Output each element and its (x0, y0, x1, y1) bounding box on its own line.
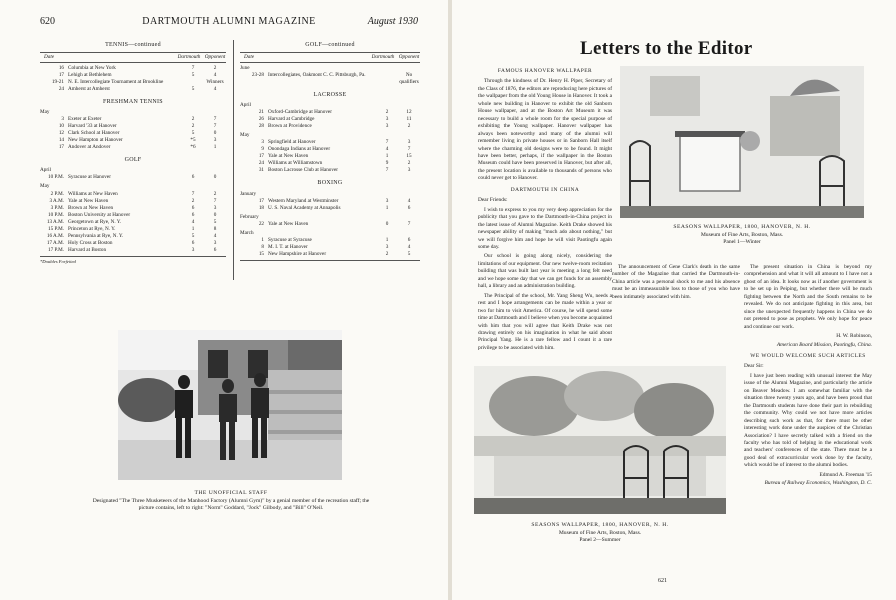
result-opponent-score: 0 (213, 211, 217, 218)
result-event: Yale at New Haven (268, 153, 309, 160)
result-event: Harvard at Cambridge (268, 116, 315, 123)
result-opponent-score: 4 (407, 243, 411, 250)
wallpaper-caption-1 (620, 224, 864, 247)
result-dartmouth-score: 4 (191, 218, 195, 225)
result-event: Oxford-Cambridge at Hanover (268, 109, 332, 116)
result-opponent-score: 7 (407, 146, 411, 153)
result-row (40, 191, 226, 198)
result-row (240, 123, 420, 130)
boxing-rows-march (240, 237, 420, 258)
result-event: Brown at New Haven (68, 204, 114, 211)
result-date: 3 P.M. (50, 204, 64, 211)
result-dartmouth-score: 3 (385, 123, 389, 130)
golf-continued-heading: GOLF—continued (305, 42, 355, 48)
result-opponent-score: 6 (407, 236, 411, 243)
lacrosse-rows-may (240, 139, 420, 174)
issue-date: August 1930 (367, 16, 418, 27)
result-row (240, 205, 420, 212)
month-label: June (240, 65, 250, 72)
result-event: Boston Lacrosse Club at Hanover (268, 167, 339, 174)
signature-affiliation: American Board Mission, Paotingfu, China. (776, 341, 872, 348)
col-opponent: Opponent (398, 54, 420, 61)
result-dartmouth-score: 5 (191, 232, 195, 239)
month-label: January (240, 190, 257, 197)
signature-name: H. W. Robinson, (836, 333, 872, 340)
wallpaper-panel-winter (620, 66, 864, 218)
result-event: Amherst at Amherst (68, 86, 110, 93)
result-dartmouth-score: *5 (190, 137, 196, 144)
column-header (40, 52, 226, 63)
month-label: March (240, 229, 254, 236)
result-row (40, 72, 226, 79)
result-event: Intercollegiates, Oakmont C. C. Pittsburgh, Pa. (268, 72, 366, 79)
divider (40, 256, 226, 257)
result-opponent-score: 7 (213, 197, 217, 204)
result-opponent-score: 4 (213, 86, 217, 93)
result-dartmouth-score: 6 (191, 239, 195, 246)
letters-column-3 (744, 264, 872, 489)
result-date: 15 (258, 250, 264, 257)
result-dartmouth-score: 1 (385, 236, 389, 243)
result-opponent-score: 3 (407, 139, 411, 146)
caption-source: Museum of Fine Arts, Boston, Mass. (558, 529, 642, 536)
right-page (452, 0, 896, 600)
result-event: Andover at Andover (68, 144, 111, 151)
result-row (40, 137, 226, 144)
result-row (40, 65, 226, 72)
result-date: 10 P.M. (48, 211, 64, 218)
result-dartmouth-score: 7 (191, 65, 195, 72)
result-opponent-score: 1 (213, 144, 217, 151)
article-heading: FAMOUS HANOVER WALLPAPER (497, 68, 593, 74)
result-dartmouth-score: 2 (385, 250, 389, 257)
result-opponent-score: 8 (213, 225, 217, 232)
result-date: 3 A.M. (49, 197, 64, 204)
result-event: Yale at New Haven (68, 197, 109, 204)
col-dartmouth: Dartmouth (371, 54, 395, 61)
result-opponent-score: 3 (213, 204, 217, 211)
result-dartmouth-score: 1 (191, 225, 195, 232)
result-date: 8 (261, 243, 264, 250)
result-row (240, 139, 420, 146)
result-row (40, 212, 226, 219)
result-date: 26 (258, 116, 264, 123)
result-date: 21 (258, 109, 264, 116)
result-opponent-score: 7 (213, 116, 217, 123)
result-event: Yale at New Haven (268, 220, 309, 227)
result-event: New Hampton at Hanover (68, 137, 123, 144)
result-dartmouth-score: 5 (191, 72, 195, 79)
result-opponent-score: 3 (213, 239, 217, 246)
signature-name: Edmund A. Freeman '15 (819, 471, 872, 478)
result-date: 28 (258, 123, 264, 130)
letters-column-2 (612, 264, 740, 303)
result-date: 19-21 (51, 79, 64, 86)
result-row (40, 198, 226, 205)
result-event: Western Maryland at Westminster (268, 197, 339, 204)
result-event: Williams at Williamstown (268, 160, 323, 167)
result-row (240, 109, 420, 116)
caption-title: SEASONS WALLPAPER, 1800, HANOVER, N. H. (673, 224, 811, 230)
result-opponent-score: 4 (213, 232, 217, 239)
result-row (40, 116, 226, 123)
paragraph: The present situation in China is beyond my comprehension and what it will all amount to I have not a ghost of an idea. It looks now as if another government is to be set up in Peiping, but whether there will be much fighting between the North and the South remains to be revealed. We do not anticipate fighting in this area, but since the unexpected frequently happens in China we do not pretend to pose as prophets. We only hope for peace and continue our work. (744, 264, 872, 330)
result-opponent-score: No qualifiers (399, 72, 419, 86)
result-dartmouth-score: 6 (191, 211, 195, 218)
result-event: Georgetown at Rye, N. Y. (68, 218, 122, 225)
column-header (240, 52, 420, 63)
result-row (40, 86, 226, 93)
result-dartmouth-score: 2 (191, 116, 195, 123)
result-dartmouth-score: 2 (191, 123, 195, 130)
staff-photo-text: Designated "The Three Musketeers of the Manhood Factory (Alumni Gym)" by a genial member of the recreation staff; the picture contains, left to right: "Norm" Goddard, "Jock" Gilbody, and "Bill" O'Neil. (92, 497, 370, 512)
result-date: 17 P.M. (48, 246, 64, 253)
result-event: U. S. Naval Academy at Annapolis (268, 204, 341, 211)
result-event: Syracuse at Syracuse (268, 236, 312, 243)
result-dartmouth-score: 9 (385, 160, 389, 167)
boxing-heading: BOXING (317, 180, 343, 187)
result-opponent-score: 7 (407, 220, 411, 227)
tennis-rows (40, 65, 226, 93)
results-column-right (240, 36, 420, 260)
result-opponent-score: 5 (407, 250, 411, 257)
result-event: Clark School at Hanover (68, 130, 120, 137)
month-label: February (240, 213, 259, 220)
result-row (40, 233, 226, 240)
col-date: Date (44, 54, 55, 61)
result-date: 24 (58, 86, 64, 93)
lacrosse-rows-april (240, 109, 420, 130)
result-row (240, 251, 420, 258)
result-date: 23-28 (251, 72, 264, 79)
result-row (40, 174, 226, 181)
salutation: Dear Sir: (744, 363, 764, 370)
result-dartmouth-score: 3 (385, 116, 389, 123)
result-date: 16 A.M. (46, 232, 64, 239)
result-row (40, 226, 226, 233)
freshman-tennis-heading: FRESHMAN TENNIS (103, 99, 163, 106)
result-opponent-score: 2 (407, 123, 411, 130)
result-row (40, 79, 226, 86)
result-row (240, 146, 420, 153)
result-dartmouth-score: 7 (385, 167, 389, 174)
result-row (240, 116, 420, 123)
result-dartmouth-score: 5 (191, 130, 195, 137)
result-opponent-score: 3 (407, 167, 411, 174)
result-opponent-score: 4 (407, 197, 411, 204)
result-opponent-score: 12 (406, 109, 412, 116)
golf-rows-may (40, 191, 226, 254)
result-date: 17 (58, 72, 64, 79)
result-date: 17 A.M. (46, 239, 64, 246)
result-event: Harvard '33 at Hanover (68, 123, 117, 130)
result-opponent-score: 2 (407, 160, 411, 167)
golf2-rows (240, 72, 420, 86)
result-event: Princeton at Rye, N. Y. (68, 225, 116, 232)
result-date: 9 (261, 146, 264, 153)
result-dartmouth-score: *6 (190, 144, 196, 151)
result-opponent-score: 2 (213, 190, 217, 197)
result-dartmouth-score: 3 (385, 243, 389, 250)
paragraph: The announcement of Gene Clark's death in the same number of the Magazine that carried the Dartmouth-in-China article was a personal shock to me and his absence must be an immeasurable loss to those of you who have been intimately associated with him. (612, 264, 740, 300)
result-dartmouth-score: 6 (191, 174, 195, 181)
result-row (240, 237, 420, 244)
lacrosse-heading: LACROSSE (313, 92, 347, 99)
result-opponent-score: 0 (213, 174, 217, 181)
result-date: 12 (58, 130, 64, 137)
result-date: 1 (261, 236, 264, 243)
salutation: Dear Friends: (478, 197, 508, 204)
result-event: Harvard at Boston (68, 246, 107, 253)
result-event: Columbia at New York (68, 65, 116, 72)
paragraph: I have just been reading with unusual interest the May issue of the Alumni Magazine, and particularly the article on Beaver Meadow. I am somewhat familiar with the situation three twenty years ago, and have been proud that the Dartmouth students have done their part in rebuilding the community. Why could we not have more articles describing such work as that, for there must be other interesting work done under the auspices of the Christian Association? I have secretly talked with a friend on the faculty who has told of helping in the educational work and teachers' conferences of the state. There must be a good deal of extracurricular work done by the faculty, which would be of interest to the alumni bodies. (744, 372, 872, 469)
result-date: 10 P.M. (48, 174, 64, 181)
result-opponent-score: 0 (213, 130, 217, 137)
result-row (240, 72, 420, 86)
wallpaper-panel-summer (474, 366, 726, 514)
column-divider (233, 40, 234, 280)
staff-photo-illustration (118, 330, 342, 480)
col-dartmouth: Dartmouth (177, 54, 201, 61)
col-date: Date (244, 54, 255, 61)
result-date: 3 (261, 139, 264, 146)
boxing-rows-february (240, 221, 420, 228)
result-row (40, 219, 226, 226)
result-date: 3 (61, 116, 64, 123)
result-dartmouth-score: 3 (385, 197, 389, 204)
result-row (40, 130, 226, 137)
article-heading: WE WOULD WELCOME SUCH ARTICLES (750, 352, 866, 359)
result-event: Williams at New Haven (68, 190, 118, 197)
result-row (40, 144, 226, 151)
result-dartmouth-score: 1 (385, 204, 389, 211)
result-dartmouth-score: 3 (191, 246, 195, 253)
caption-source: Museum of Fine Arts, Boston, Mass. (700, 231, 784, 238)
result-date: 17 (258, 197, 264, 204)
article-heading: DARTMOUTH IN CHINA (510, 186, 580, 193)
page-number-right: 621 (658, 578, 667, 584)
paragraph: I wish to express to you my very deep appreciation for the publicity that you gave to the Dartmouth-in-China project in the latest issue of Alumni Magazine. Keith Drake showed his newspaper ability of making "much ado about nothing," but we will forgive him and hope he will visit Paotingfu again some day. (478, 206, 612, 250)
staff-photo-caption (86, 490, 376, 513)
result-opponent-score: 6 (407, 204, 411, 211)
paragraph: Through the kindness of Dr. Henry H. Piper, Secretary of the Class of 1876, the editors are reproducing here pictures of the wallpaper from the old Young House in Hanover. It took a whole new building in Hanover to exhibit the old Sanborn House wallpaper, and at the Boston Art Museum it was necessary to build a whole room for the special purpose of exhibiting the Young wallpaper. Hanover wallpaper has always been noteworthy and many of the alumni will remember living in private houses or in Sanborn Hall itself where the charming old designs were to be found. It might have been better, perhaps, if the wallpaper in the Boston Museum could have been preserved in Hanover, but after all, the present location is available to thousands of persons who could never get to Hanover. (478, 78, 612, 182)
results-column-left (40, 36, 226, 265)
boxing-rows-january (240, 198, 420, 212)
wallpaper-caption-2 (474, 522, 726, 545)
caption-panel: Panel 2—Summer (579, 537, 621, 544)
month-label: May (40, 109, 50, 116)
magazine-title: DARTMOUTH ALUMNI MAGAZINE (142, 16, 316, 27)
staff-photo (118, 330, 342, 480)
month-label: April (240, 102, 251, 109)
result-date: 14 (58, 137, 64, 144)
month-label: April (40, 167, 51, 174)
result-event: Exeter at Exeter (68, 116, 102, 123)
result-event: M. I. T. at Hanover (268, 243, 308, 250)
page-title: Letters to the Editor (580, 38, 753, 59)
wallpaper-winter-illustration (620, 66, 864, 218)
result-date: 22 (258, 220, 264, 227)
golf-heading: GOLF (124, 157, 142, 164)
result-date: 18 (258, 204, 264, 211)
result-dartmouth-score: 7 (385, 139, 389, 146)
month-label: May (40, 183, 50, 190)
result-opponent-score: 3 (213, 137, 217, 144)
staff-photo-title: THE UNOFFICIAL STAFF (194, 490, 268, 496)
result-date: 17 (258, 153, 264, 160)
result-event: Syracuse at Hanover (68, 174, 111, 181)
result-date: 15 P.M. (48, 225, 64, 232)
result-dartmouth-score (182, 79, 204, 86)
result-row (240, 244, 420, 251)
result-event: Lehigh at Bethlehem (68, 72, 112, 79)
divider (240, 260, 420, 261)
result-row (240, 160, 420, 167)
result-row (40, 205, 226, 212)
result-date: 10 (58, 123, 64, 130)
result-dartmouth-score: 2 (191, 197, 195, 204)
caption-title: SEASONS WALLPAPER, 1800, HANOVER, N. H. (531, 522, 669, 528)
result-date: 24 (258, 160, 264, 167)
footnote: *Doubles Forfeited (40, 259, 76, 265)
result-event: Holy Cross at Boston (68, 239, 113, 246)
result-dartmouth-score (376, 72, 398, 86)
result-event: N. E. Intercollegiate Tournament at Brookline (68, 79, 164, 86)
month-label: May (240, 132, 250, 139)
result-event: Pennsylvania at Rye, N. Y. (68, 232, 124, 239)
result-event: Springfield at Hanover (268, 139, 316, 146)
result-date: 31 (258, 167, 264, 174)
result-date: 2 P.M. (50, 190, 64, 197)
result-event: New Hampshire at Hanover (268, 250, 327, 257)
signature-affiliation: Bureau of Railway Economics, Washington, D. C. (764, 480, 872, 487)
result-row (240, 198, 420, 205)
fresh-rows (40, 116, 226, 151)
result-opponent-score: 7 (213, 123, 217, 130)
tennis-heading: TENNIS—continued (105, 42, 161, 48)
result-opponent-score: Winners (206, 79, 224, 86)
page-number-left: 620 (40, 16, 55, 27)
result-opponent-score: 15 (406, 153, 412, 160)
result-event: Boston University at Hanover (68, 211, 131, 218)
result-event: Brown at Providence (268, 123, 312, 130)
col-opponent: Opponent (204, 54, 226, 61)
result-dartmouth-score: 1 (385, 153, 389, 160)
result-dartmouth-score: 6 (191, 204, 195, 211)
result-dartmouth-score: 2 (385, 109, 389, 116)
golf-rows-april (40, 174, 226, 181)
result-dartmouth-score: 4 (385, 146, 389, 153)
result-row (240, 153, 420, 160)
result-event: Onondaga Indians at Hanover (268, 146, 331, 153)
wallpaper-summer-illustration (474, 366, 726, 514)
result-opponent-score: 11 (406, 116, 412, 123)
result-row (40, 247, 226, 254)
result-dartmouth-score: 0 (385, 220, 389, 227)
result-opponent-score: 2 (213, 65, 217, 72)
result-opponent-score: 5 (213, 218, 217, 225)
paragraph: Our school is going along nicely, considering the limitations of our equipment. Our new twelve-room recitation building that was built last year is meeting a long felt need and we hope some day that we can get funds for an assembly hall, a library and an administration building. (478, 253, 612, 290)
result-opponent-score: 6 (213, 246, 217, 253)
caption-panel: Panel 1—Winter (723, 239, 761, 246)
result-row (40, 123, 226, 130)
result-dartmouth-score: 5 (191, 86, 195, 93)
result-row (240, 221, 420, 228)
result-date: 17 (58, 144, 64, 151)
result-date: 13 A.M. (46, 218, 64, 225)
result-row (40, 240, 226, 247)
paragraph: The Principal of the school, Mr. Yang Sheng Wu, needs a rest and I hope arrangements can be made within a year or two for him to visit America. Of course, he will spend some time at Dartmouth and I believe when you become acquainted with him that you will agree that Keith Drake was not drawing entirely on his imagination in what he said about Principal Yang. He is a rare fellow and I count it a rare privilege to be associated with him. (478, 292, 612, 351)
result-dartmouth-score: 7 (191, 190, 195, 197)
result-opponent-score: 4 (213, 72, 217, 79)
result-date: 16 (58, 65, 64, 72)
result-row (240, 167, 420, 174)
letters-column-1 (478, 64, 612, 354)
